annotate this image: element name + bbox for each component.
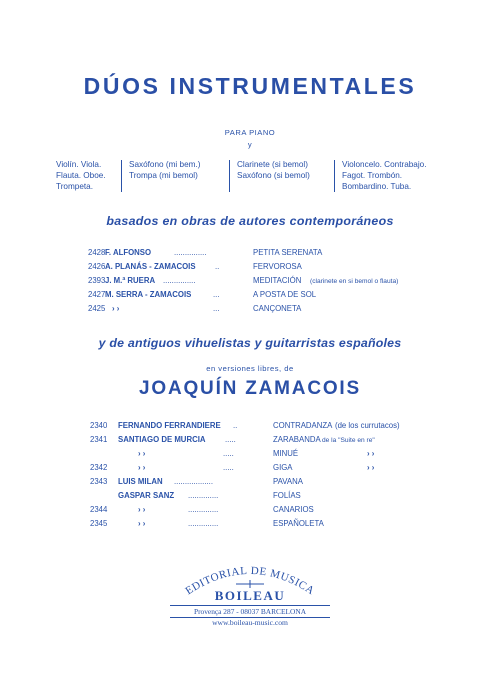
instrument-line: Trompa (mi bemol) <box>129 170 198 180</box>
instrument-line: Violoncelo. Contrabajo. <box>342 160 427 169</box>
catalog-number: 2427 <box>88 290 106 299</box>
composer-ditto: › › <box>138 463 146 472</box>
work-title: MINUÉ <box>273 449 299 458</box>
instrument-line: Flauta. Oboe. <box>56 170 106 180</box>
work-note: (de los currutacos) <box>335 421 400 430</box>
instrument-column-4 <box>342 160 427 192</box>
heading-antiguos: y de antiguos vihuelistas y guitarristas españoles <box>98 336 402 350</box>
catalog-number: 2340 <box>90 421 108 430</box>
catalog-number: 2428 <box>88 248 106 257</box>
leader-dots: .. <box>215 262 220 271</box>
catalog-number: 2425 <box>88 304 106 313</box>
work-ditto: › › <box>367 463 375 472</box>
column-divider <box>229 160 230 192</box>
composer-ditto: › › <box>112 304 120 313</box>
versiones-text: en versiones libres, de <box>206 364 294 373</box>
instrument-column-3 <box>237 160 310 182</box>
para-piano: PARA PIANO <box>224 128 276 137</box>
work-note: (clarinete en si bemol o flauta) <box>310 278 399 285</box>
leader-dots: .............. <box>188 519 219 528</box>
work-title: MEDITACIÓN <box>253 276 302 285</box>
leader-dots: .................. <box>174 477 213 486</box>
composer-name: GASPAR SANZ <box>118 491 175 500</box>
work-title: ZARABANDA <box>273 435 321 444</box>
publisher-website[interactable]: www.boileau-music.com <box>212 618 288 627</box>
column-divider <box>121 160 122 192</box>
publisher-arc-text: EDITORIAL DE MUSICA <box>183 564 317 598</box>
work-title: PAVANA <box>273 477 303 486</box>
composer-name: J. M.ª RUERA <box>105 276 156 285</box>
catalog-number: 2342 <box>90 463 108 472</box>
catalog-number: 2344 <box>90 505 108 514</box>
composer-name: M. SERRA - ZAMACOIS <box>105 290 192 299</box>
composer-ditto: › › <box>138 505 146 514</box>
leader-dots: ..... <box>223 449 234 458</box>
work-title: PETITA SERENATA <box>253 248 323 257</box>
column-divider <box>334 160 335 192</box>
instrument-line: Bombardino. Tuba. <box>342 181 412 191</box>
contemporary-list <box>88 248 448 318</box>
catalog-number: 2341 <box>90 435 108 444</box>
arranger-name: JOAQUÍN ZAMACOIS <box>139 378 361 399</box>
leader-dots: .. <box>233 421 238 430</box>
instrument-line: Violín. Viola. <box>56 160 102 169</box>
leader-dots: ... <box>213 290 220 299</box>
work-title: CONTRADANZA <box>273 421 333 430</box>
antiguos-list <box>90 421 450 533</box>
work-title: A POSTA DE SOL <box>253 290 317 299</box>
publisher-logo <box>170 555 330 635</box>
instrument-column-2 <box>129 160 200 182</box>
work-title: CANARIOS <box>273 505 314 514</box>
page-title: DÚOS INSTRUMENTALES <box>83 73 417 99</box>
composer-name: A. PLANÁS - ZAMACOIS <box>105 262 196 271</box>
catalog-number: 2343 <box>90 477 108 486</box>
composer-name: LUIS MILAN <box>118 477 163 486</box>
catalog-number: 2345 <box>90 519 108 528</box>
instrument-line: Fagot. Trombón. <box>342 170 403 180</box>
instrument-line: Saxófono (mi bem.) <box>129 160 201 169</box>
catalog-number: 2426 <box>88 262 106 271</box>
composer-ditto: › › <box>138 519 146 528</box>
work-title: GIGA <box>273 463 293 472</box>
instrument-line: Trompeta. <box>56 181 94 191</box>
instrument-line: Saxófono (si bemol) <box>237 170 310 180</box>
composer-name: FERNANDO FERRANDIERE <box>118 421 221 430</box>
work-title: FOLÍAS <box>273 491 301 500</box>
publisher-name: BOILEAU <box>214 588 286 603</box>
leader-dots: ............... <box>174 248 207 257</box>
composer-name: SANTIAGO DE MURCIA <box>118 435 206 444</box>
composer-name: F. ALFONSO <box>105 248 152 257</box>
conjunction-y: y <box>247 140 253 149</box>
work-title: ESPAÑOLETA <box>273 519 324 528</box>
publisher-address: Provença 287 - 08037 BARCELONA <box>170 605 330 618</box>
leader-dots: .............. <box>188 491 219 500</box>
work-title: FERVOROSA <box>253 262 302 271</box>
instrument-line: Clarinete (si bemol) <box>237 160 308 169</box>
catalog-number: 2393 <box>88 276 106 285</box>
leader-dots: ... <box>213 304 220 313</box>
leader-dots: ............... <box>163 276 196 285</box>
leader-dots: ..... <box>225 435 236 444</box>
leader-dots: ..... <box>223 463 234 472</box>
composer-ditto: › › <box>138 449 146 458</box>
work-note: de la "Suite en re" <box>322 437 375 444</box>
work-title: CANÇONETA <box>253 304 302 313</box>
leader-dots: .............. <box>188 505 219 514</box>
instrument-column-1 <box>56 160 106 192</box>
work-ditto: › › <box>367 449 375 458</box>
heading-contemporary: basados en obras de autores contemporáneos <box>106 214 394 228</box>
